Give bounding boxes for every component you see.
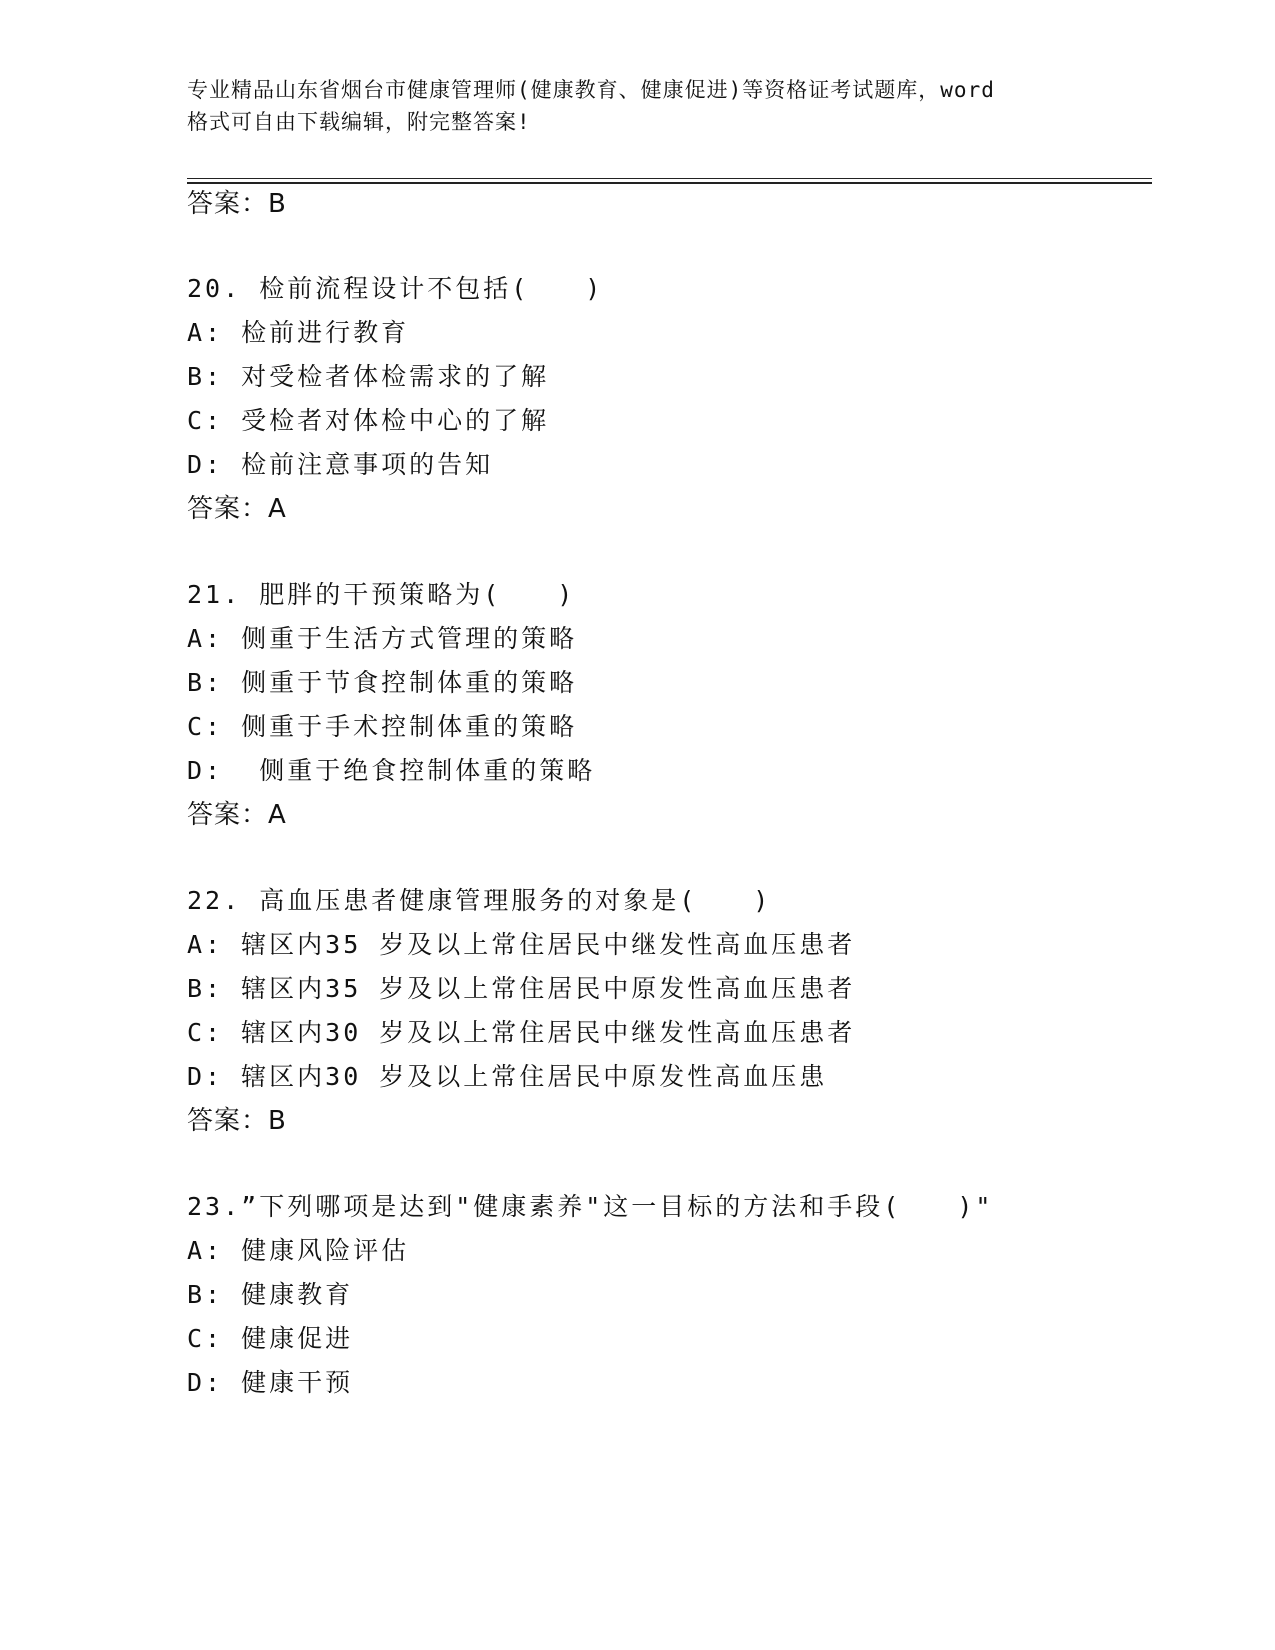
answer-label: 答案：B (187, 189, 287, 219)
question-21: 21. 肥胖的干预策略为( ) (187, 580, 576, 609)
question-22-option-a: A: 辖区内35 岁及以上常住居民中继发性高血压患者 (187, 930, 856, 959)
question-23: 23.”下列哪项是达到"健康素养"这一目标的方法和手段( )" (187, 1192, 994, 1221)
question-20-option-c: C: 受检者对体检中心的了解 (187, 406, 550, 435)
question-21-option-c: C: 侧重于手术控制体重的策略 (187, 712, 578, 741)
question-20-option-b: B: 对受检者体检需求的了解 (187, 362, 550, 391)
question-23-option-c: C: 健康促进 (187, 1324, 354, 1353)
question-22-option-c: C: 辖区内30 岁及以上常住居民中继发性高血压患者 (187, 1018, 856, 1047)
question-21-option-d: D: 侧重于绝食控制体重的策略 (187, 756, 596, 785)
question-21-option-b: B: 侧重于节食控制体重的策略 (187, 668, 578, 697)
page-header (187, 74, 1087, 138)
question-20: 20. 检前流程设计不包括( ) (187, 274, 604, 303)
header-divider-thick (187, 182, 1152, 184)
question-23-option-b: B: 健康教育 (187, 1280, 354, 1309)
question-22-option-d: D: 辖区内30 岁及以上常住居民中原发性高血压患 (187, 1062, 828, 1091)
question-21-option-a: A: 侧重于生活方式管理的策略 (187, 624, 578, 653)
question-20-answer: 答案：A (187, 494, 287, 524)
question-20-option-d: D: 检前注意事项的告知 (187, 450, 494, 479)
question-23-option-a: A: 健康风险评估 (187, 1236, 410, 1265)
question-22-answer: 答案：B (187, 1106, 287, 1136)
question-20-option-a: A: 检前进行教育 (187, 318, 410, 347)
header-line-2: 格式可自由下载编辑，附完整答案! (187, 110, 531, 134)
question-22: 22. 高血压患者健康管理服务的对象是( ) (187, 886, 772, 915)
header-line-1: 专业精品山东省烟台市健康管理师(健康教育、健康促进)等资格证考试题库，word (187, 78, 995, 102)
question-21-answer: 答案：A (187, 800, 287, 830)
question-23-option-d: D: 健康干预 (187, 1368, 354, 1397)
question-22-option-b: B: 辖区内35 岁及以上常住居民中原发性高血压患者 (187, 974, 856, 1003)
header-divider-thin (187, 178, 1152, 179)
